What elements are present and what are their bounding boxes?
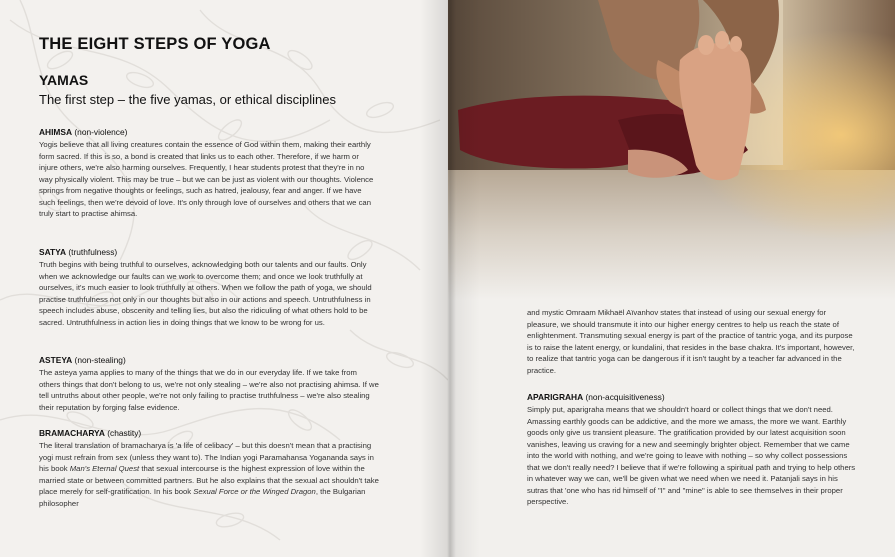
section-aparigraha — [527, 392, 857, 508]
section-ahimsa — [39, 127, 379, 220]
chapter-heading: YAMAS — [39, 72, 89, 88]
body-text: that sexual intercourse is the highest expression of love within the married state or between committed partners. But he also explains that the sexual act shouldn't take place merely for self-gratification. In his book — [39, 464, 379, 496]
body-text: , the Bulgarian philosopher — [39, 487, 366, 508]
right-page — [448, 0, 895, 557]
section-gloss: (chastity) — [107, 428, 142, 438]
yoga-photo — [448, 0, 895, 300]
section-name: SATYA — [39, 247, 66, 257]
section-body: The asteya yama applies to many of the things that we do in our everyday life. If we take from others things that don't belong to us, we're not only stealing – we're also not practising ahimsa. If we tell untruths about other people, we're not only failing to practise truthfulness – we're also stealing their reputation by forging false evidence. — [39, 368, 379, 412]
section-asteya — [39, 355, 379, 413]
section-satya — [39, 247, 379, 328]
section-gloss: (non-acquisitiveness) — [585, 392, 665, 402]
section-name: AHIMSA — [39, 127, 73, 137]
section-body — [39, 440, 379, 509]
book-title: Man's Eternal Quest — [69, 464, 140, 473]
section-gloss: (non-violence) — [74, 127, 128, 137]
continued-text-block — [527, 307, 857, 376]
body-text: The literal translation of bramacharya is 'a life of celibacy' – but this doesn't mean that a practising yogi must refrain from sex (unless they want to). The Indian yogi Paramahansa Yogananda says in his book — [39, 441, 374, 473]
section-gloss: (truthfulness) — [68, 247, 118, 257]
page-title: THE EIGHT STEPS OF YOGA — [39, 35, 271, 53]
section-name: ASTEYA — [39, 355, 73, 365]
section-name: APARIGRAHA — [527, 392, 584, 402]
section-body: Truth begins with being truthful to ourselves, acknowledging both our talents and our faults. Only when we acknowledge our faults can we work to overcome them; and once we look truthfully at ourselves, it's much easier to look truthfully at others. When we follow the path of yoga, we should practise truthfulness not only in our thoughts but also in our actions and speech. Untruthfulness in speech includes abuse, obscenity and telling lies, but also the ridiculing of what others hold to be sacred. Untruthfulness in action lies in doing things that we know to be wrong for us. — [39, 260, 372, 327]
section-name: BRAMACHARYA — [39, 428, 105, 438]
yoga-photo-illustration — [448, 0, 895, 300]
book-title: Sexual Force or the Winged Dragon — [193, 487, 316, 496]
chapter-subtitle: The first step – the five yamas, or ethical disciplines — [39, 92, 336, 107]
continued-text: and mystic Omraam Mikhaël Aïvanhov states that instead of using our sexual energy for pleasure, we should transmute it into our higher energy centres to help us reach the state of enlightenment. Transmuting sexual energy is part of the practice of tantric yoga, and its purpose is to raise the latent energy, or kundalini, that resides in the base chakra. It's important, however, to realize that tantric yoga can be dangerous if it isn't taught by a teacher far advanced in the practice. — [527, 308, 855, 375]
section-gloss: (non-stealing) — [74, 355, 126, 365]
section-body: Simply put, aparigraha means that we shouldn't hoard or collect things that we don't need. Amassing earthly goods can be addictive, and the more we amass, the more we want. Earthly goods only give us transient pleasure. The gratification provided by our latest acquisition soon vanishes, leaving us craving for a new and seemingly brighter object. Remember that we came into the world with nothing, and we're going to leave with nothing – so why collect possessions that we don't really need? I believe that if we're following a spiritual path and trying to help others in whatever way we can, we'll be given what we need when we need it. Patanjali says in his sutras that 'one who has rid himself of "I" and "mine" is able to see themselves in their proper perspective. — [527, 405, 856, 506]
section-body: Yogis believe that all living creatures contain the essence of God within them, making their earthly form sacred. If this is so, a bond is created that links us to each other. Therefore, if we harm or injure others, we're also harming ourselves. Frequently, I hear students protest that they're in no way physically violent. This may be true – but we can be just as violent with our thoughts. Violence springs from negative thoughts or feelings, such as hatred, jealousy, fear and anger. If we have such feelings, then we're devoid of love. It's only through love of ourselves and others that we can truly start to practise ahimsa. — [39, 140, 374, 218]
section-bramacharya — [39, 428, 379, 509]
